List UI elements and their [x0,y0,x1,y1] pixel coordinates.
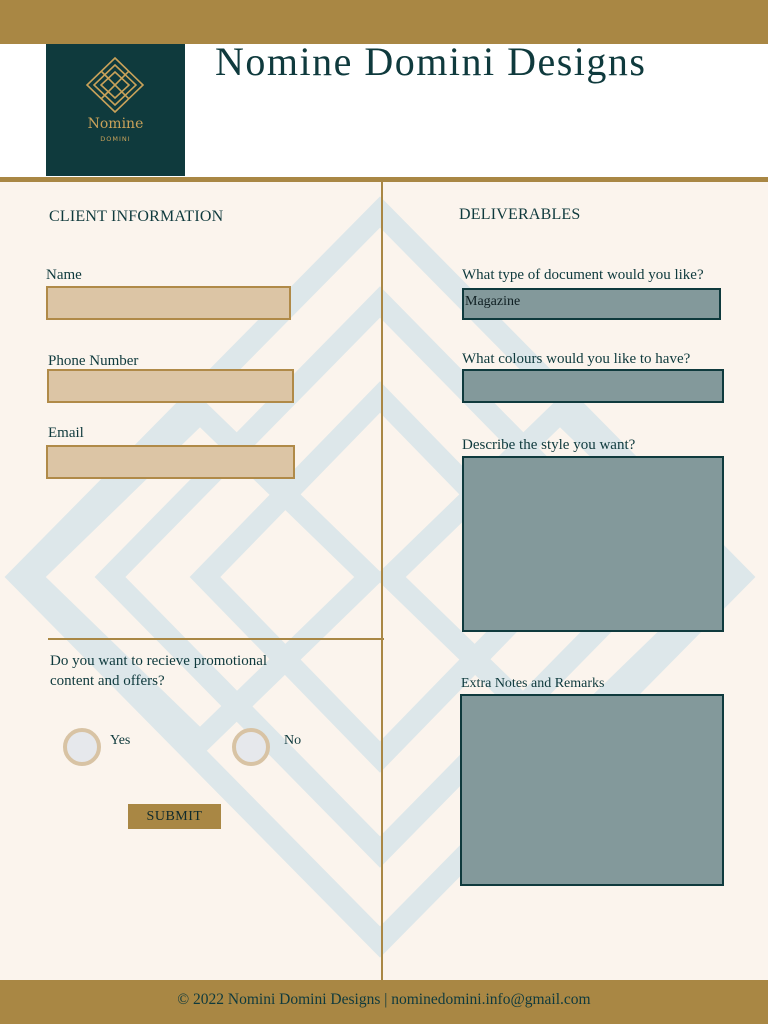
colours-field[interactable] [462,369,724,403]
doc-type-value: Magazine [465,294,521,309]
doc-type-label: What type of document would you like? [462,267,704,283]
email-field[interactable] [46,445,295,479]
colours-label: What colours would you like to have? [462,351,691,367]
section-divider [48,638,384,640]
form-panel [0,182,768,980]
logo-name: Nomine [87,116,144,132]
client-info-heading: CLIENT INFORMATION [49,208,224,225]
style-label: Describe the style you want? [462,437,636,453]
phone-field[interactable] [47,369,294,403]
phone-label: Phone Number [48,353,139,369]
promo-question-line-1: Do you want to recieve promotional [50,653,268,669]
footer [0,980,768,1024]
diamond-lattice-icon [85,56,145,114]
yes-radio[interactable] [63,728,101,766]
name-field[interactable] [46,286,291,320]
no-label: No [284,733,302,748]
style-textarea[interactable] [462,456,724,632]
logo [46,44,185,176]
name-label: Name [46,267,82,283]
notes-textarea[interactable] [460,694,724,886]
submit-button[interactable]: SUBMIT [128,804,221,829]
footer-text: © 2022 Nomini Domini Designs | nominedomini.info@gmail.com [177,991,591,1008]
email-label: Email [48,425,84,441]
deliverables-heading: DELIVERABLES [459,206,581,223]
notes-label: Extra Notes and Remarks [461,676,605,691]
doc-type-field[interactable] [462,288,721,320]
promo-question-line-2: content and offers? [50,673,165,689]
column-divider [381,182,383,980]
logo-subtext: DOMINI [100,135,131,143]
page-title: Nomine Domini Designs [215,39,647,84]
no-radio[interactable] [232,728,270,766]
yes-label: Yes [110,733,131,748]
